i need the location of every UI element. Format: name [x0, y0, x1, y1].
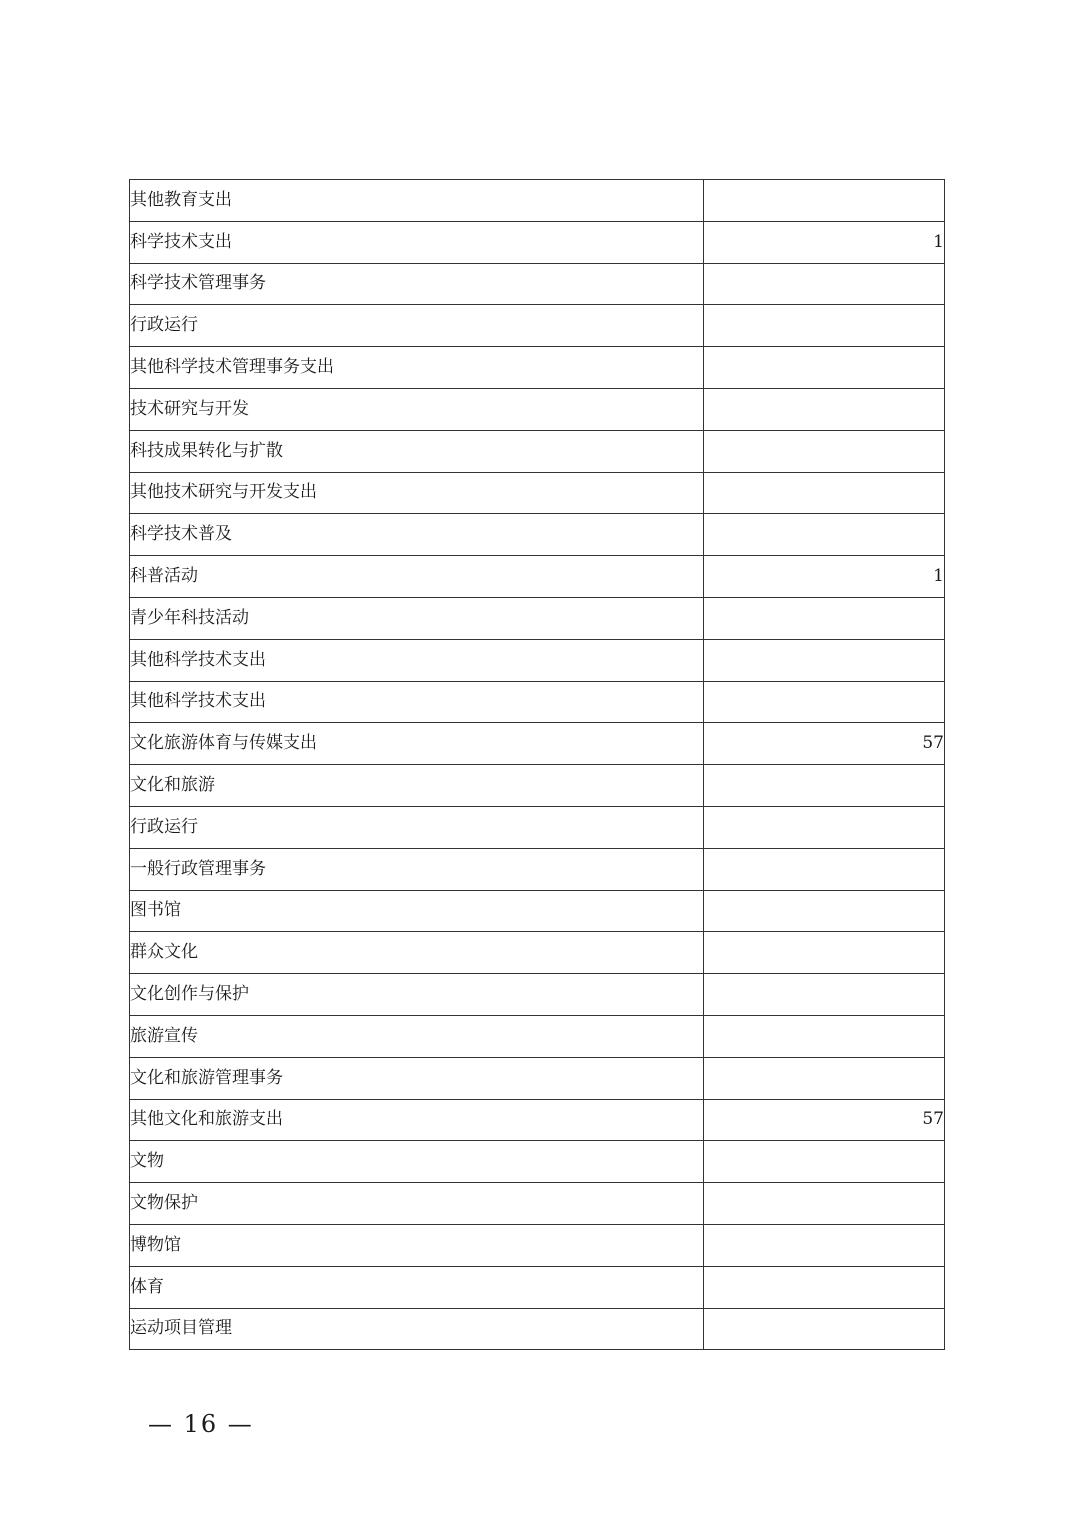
table-row — [130, 1057, 945, 1099]
table-row — [130, 723, 945, 765]
row-value-cell — [704, 514, 945, 556]
row-name-cell: 一般行政管理事务 — [130, 848, 704, 890]
row-value-cell — [704, 472, 945, 514]
row-name-cell: 图书馆 — [130, 890, 704, 932]
row-name-cell: 科普活动 — [130, 556, 704, 598]
row-value-cell — [704, 932, 945, 974]
row-value-cell: 1 — [704, 221, 945, 263]
table-row — [130, 1141, 945, 1183]
row-value-cell — [704, 1015, 945, 1057]
row-name-cell: 文化和旅游 — [130, 765, 704, 807]
row-name-cell: 科学技术支出 — [130, 221, 704, 263]
table-row — [130, 1099, 945, 1141]
row-value-cell: 57 — [704, 723, 945, 765]
row-name-cell: 其他科学技术支出 — [130, 681, 704, 723]
row-value-cell — [704, 1266, 945, 1308]
row-name-cell: 青少年科技活动 — [130, 597, 704, 639]
row-name-cell: 其他科学技术管理事务支出 — [130, 347, 704, 389]
table-row — [130, 263, 945, 305]
row-name-cell: 文物 — [130, 1141, 704, 1183]
row-name-cell: 其他技术研究与开发支出 — [130, 472, 704, 514]
row-value-cell — [704, 848, 945, 890]
table-row — [130, 472, 945, 514]
table-row — [130, 848, 945, 890]
row-value-cell — [704, 1141, 945, 1183]
budget-table — [129, 179, 945, 1350]
table-body — [130, 180, 945, 1350]
row-value-cell — [704, 639, 945, 681]
row-name-cell: 其他科学技术支出 — [130, 639, 704, 681]
table-row — [130, 974, 945, 1016]
table-row — [130, 1224, 945, 1266]
table-row — [130, 514, 945, 556]
row-name-cell: 文化旅游体育与传媒支出 — [130, 723, 704, 765]
row-name-cell: 博物馆 — [130, 1224, 704, 1266]
row-value-cell — [704, 1057, 945, 1099]
row-name-cell: 行政运行 — [130, 806, 704, 848]
row-value-cell — [704, 347, 945, 389]
row-value-cell — [704, 263, 945, 305]
row-name-cell: 运动项目管理 — [130, 1308, 704, 1350]
table-row — [130, 1308, 945, 1350]
table-row — [130, 347, 945, 389]
table-row — [130, 180, 945, 222]
table-row — [130, 430, 945, 472]
row-value-cell — [704, 597, 945, 639]
row-value-cell: 57 — [704, 1099, 945, 1141]
row-name-cell: 其他教育支出 — [130, 180, 704, 222]
row-value-cell — [704, 1308, 945, 1350]
row-value-cell — [704, 430, 945, 472]
row-value-cell — [704, 765, 945, 807]
table-row — [130, 221, 945, 263]
row-name-cell: 旅游宣传 — [130, 1015, 704, 1057]
row-value-cell — [704, 180, 945, 222]
row-value-cell — [704, 305, 945, 347]
row-name-cell: 文化和旅游管理事务 — [130, 1057, 704, 1099]
row-value-cell — [704, 1183, 945, 1225]
table-row — [130, 305, 945, 347]
table-row — [130, 890, 945, 932]
table-row — [130, 765, 945, 807]
table-row — [130, 1266, 945, 1308]
table-row — [130, 1183, 945, 1225]
table-row — [130, 681, 945, 723]
table-row — [130, 556, 945, 598]
row-name-cell: 科技成果转化与扩散 — [130, 430, 704, 472]
row-value-cell — [704, 806, 945, 848]
table-row — [130, 597, 945, 639]
row-name-cell: 体育 — [130, 1266, 704, 1308]
row-value-cell — [704, 1224, 945, 1266]
row-value-cell — [704, 681, 945, 723]
row-name-cell: 科学技术普及 — [130, 514, 704, 556]
row-name-cell: 技术研究与开发 — [130, 388, 704, 430]
row-value-cell — [704, 974, 945, 1016]
row-name-cell: 文化创作与保护 — [130, 974, 704, 1016]
table-row — [130, 388, 945, 430]
row-name-cell: 群众文化 — [130, 932, 704, 974]
row-value-cell — [704, 890, 945, 932]
row-name-cell: 其他文化和旅游支出 — [130, 1099, 704, 1141]
row-value-cell — [704, 388, 945, 430]
table-row — [130, 806, 945, 848]
row-name-cell: 行政运行 — [130, 305, 704, 347]
table-row — [130, 1015, 945, 1057]
row-name-cell: 文物保护 — [130, 1183, 704, 1225]
row-name-cell: 科学技术管理事务 — [130, 263, 704, 305]
table-row — [130, 932, 945, 974]
page-number: — 16 — — [148, 1410, 254, 1438]
table-row — [130, 639, 945, 681]
row-value-cell: 1 — [704, 556, 945, 598]
